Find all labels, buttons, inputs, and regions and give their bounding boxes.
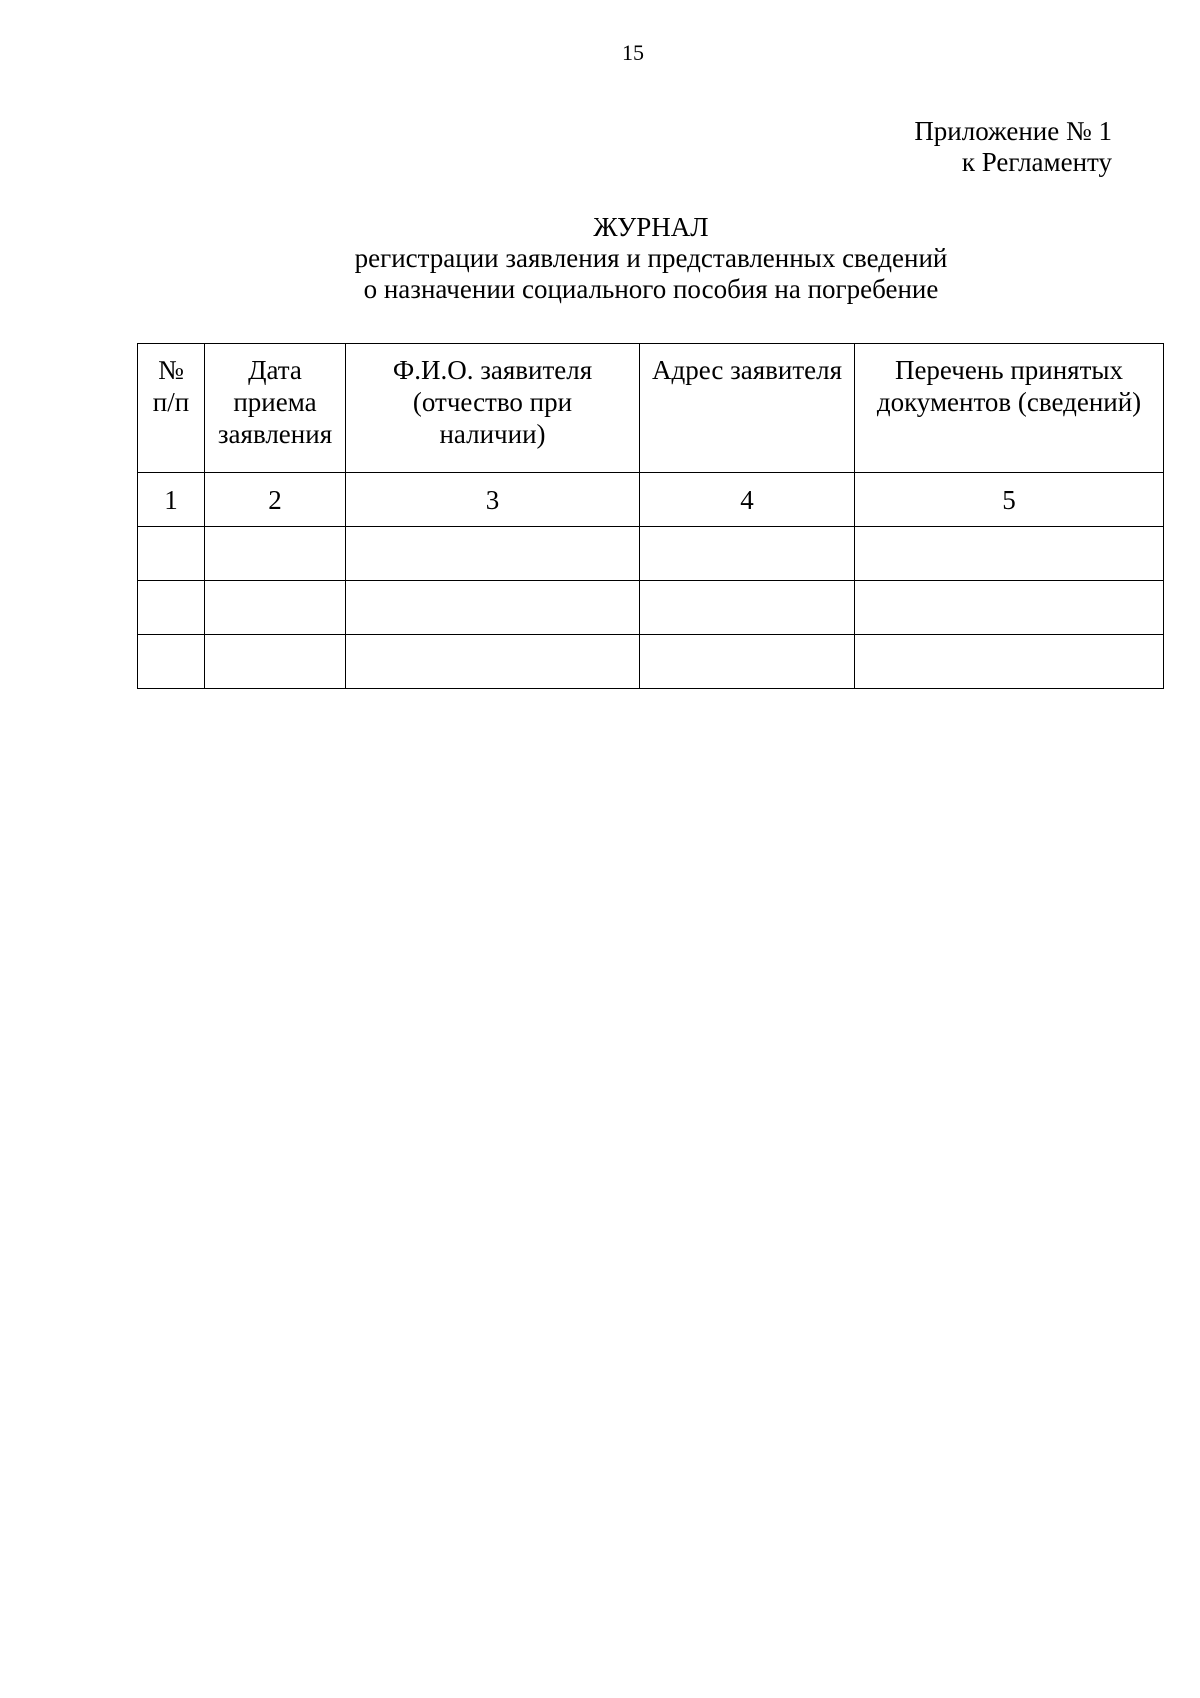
appendix-line-2: к Регламенту xyxy=(961,147,1112,177)
column-number-cell: 1 xyxy=(138,473,205,527)
table-cell xyxy=(855,635,1164,689)
header-text-line: п/п xyxy=(152,387,190,417)
column-number-cell: 3 xyxy=(346,473,640,527)
table-cell xyxy=(640,581,855,635)
table-row xyxy=(138,581,1164,635)
table-cell xyxy=(205,635,346,689)
table-cell xyxy=(138,635,205,689)
header-text-line: приема xyxy=(233,387,317,417)
title-line-2: о назначении социального пособия на погребение xyxy=(363,274,939,304)
header-text-line: Перечень принятых xyxy=(894,355,1124,385)
header-text-line: заявления xyxy=(217,419,333,449)
column-number-cell: 2 xyxy=(205,473,346,527)
table-cell xyxy=(138,581,205,635)
table-cell xyxy=(205,527,346,581)
appendix-reference xyxy=(914,116,1112,178)
header-date xyxy=(205,344,346,473)
table-cell xyxy=(640,527,855,581)
header-number xyxy=(138,344,205,473)
appendix-line-1: Приложение № 1 xyxy=(914,116,1112,146)
document-title xyxy=(136,212,1166,305)
header-applicant-address xyxy=(640,344,855,473)
column-number-row xyxy=(138,473,1164,527)
column-number-cell: 5 xyxy=(855,473,1164,527)
table-row xyxy=(138,635,1164,689)
table-cell xyxy=(640,635,855,689)
header-text-line: Ф.И.О. заявителя xyxy=(392,355,593,385)
table-header-row xyxy=(138,344,1164,473)
table-cell xyxy=(855,581,1164,635)
title-line-1: регистрации заявления и представленных сведений xyxy=(354,243,948,273)
table-cell xyxy=(346,635,640,689)
table-cell xyxy=(346,527,640,581)
title-heading: ЖУРНАЛ xyxy=(593,212,709,242)
page-number: 15 xyxy=(622,40,644,65)
journal-table xyxy=(137,343,1164,689)
header-text-line: № xyxy=(158,355,184,385)
column-number-cell: 4 xyxy=(640,473,855,527)
header-text-line: (отчество при xyxy=(412,387,573,417)
table-row xyxy=(138,527,1164,581)
header-text-line: Дата xyxy=(248,355,302,385)
header-text-line: наличии) xyxy=(439,419,546,449)
table-cell xyxy=(205,581,346,635)
header-text-line: документов (сведений) xyxy=(876,387,1142,417)
table-cell xyxy=(855,527,1164,581)
table-cell xyxy=(346,581,640,635)
header-applicant-name xyxy=(346,344,640,473)
table-cell xyxy=(138,527,205,581)
header-documents-list xyxy=(855,344,1164,473)
header-text-line: Адрес заявителя xyxy=(651,355,843,385)
